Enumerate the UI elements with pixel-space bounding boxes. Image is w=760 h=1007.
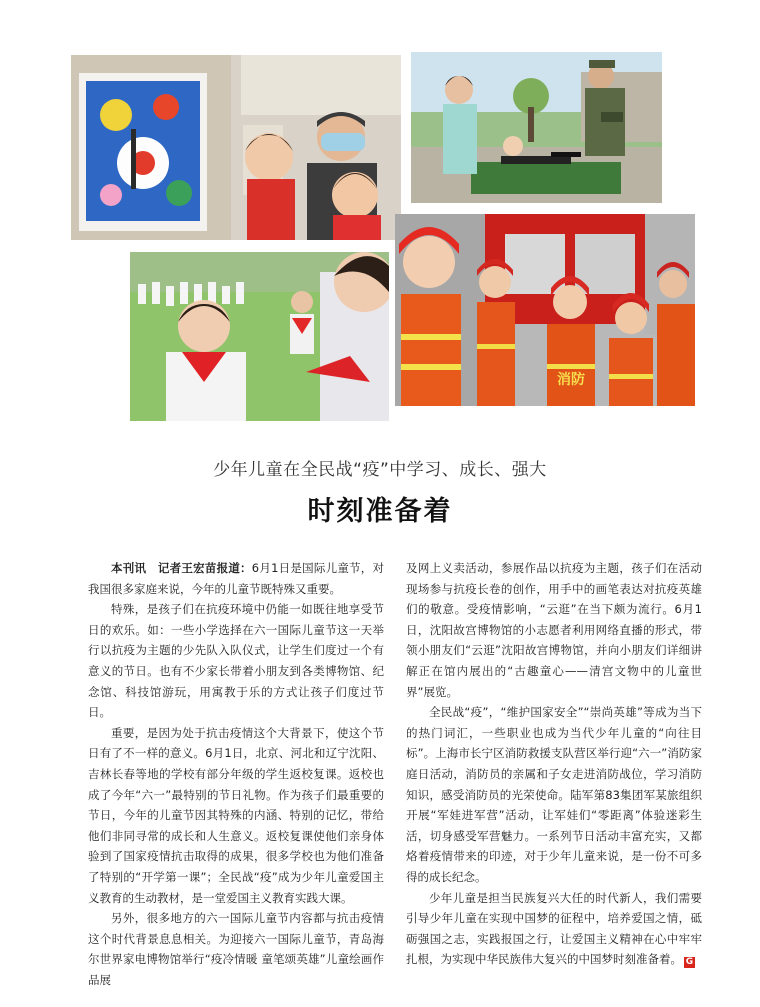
end-mark-icon: G (685, 957, 694, 968)
article-paragraph: 另外，很多地方的六一国际儿童节内容都与抗击疫情这个时代背景息息相关。为迎接六一国际儿童节，青岛海尔世界家电博物馆举行“疫冷情暖 童笔颂英雄”儿童绘画作品展 (88, 911, 384, 987)
article-paragraph: 全民战“疫”，“维护国家安全”“崇尚英雄”等成为当下的热门词汇，一些职业也成为当代少年儿童的“向往目标”。上海市长宁区消防救援支队营区举行迎“六一”消防家庭日活动，消防员的亲属和子女走进消防战位，学习消防知识，感受消防员的光荣使命。陆军第83集团军某旅组织开展“军娃进军营”活动，让军娃们“零距离”体验迷彩生活，切身感受军营魅力。一系列节日活动丰富充实，又都烙着疫情带来的印迹，对于少年儿童来说，是一份不可多得的成长纪念。 (406, 705, 702, 884)
article-title: 时刻准备着 (307, 496, 453, 527)
lead-label: 本刊讯 (111, 561, 147, 575)
article-column-left (88, 558, 384, 990)
photo-military-camp (411, 52, 662, 203)
article-subtitle: 少年儿童在全民战“疫”中学习、成长、强大 (213, 460, 547, 480)
photo-firefighter-kids (395, 214, 695, 406)
paragraph-text: 少年儿童是担当民族复兴大任的时代新人，我们需要引导少年儿童在实现中国梦的征程中，培养爱国之情，砥砺强国之志，实践报国之行，让爱国主义精神在心中牢牢扎根，为实现中华民族伟大复兴的中国梦时刻准备着。 (406, 890, 702, 967)
firefighter-vest-text: 消防 (557, 372, 585, 388)
reporter-label: 记者王宏苗报道： (157, 561, 252, 575)
article-paragraph (88, 558, 384, 599)
article-paragraph: 及网上义卖活动，参展作品以抗疫为主题，孩子们在活动现场参与抗疫长卷的创作，用手中的画笔表达对抗疫英雄们的敬意。受疫情影响，“云逛”在当下颇为流行。6月1日，沈阳故宫博物馆的小志愿者利用网络直播的形式，带领小朋友们“云逛”沈阳故宫博物馆，并向小朋友们详细讲解正在馆内展出的“古趣童心——清宫文物中的儿童世界”展览。 (406, 561, 702, 699)
article-column-right (406, 558, 702, 970)
photo-young-pioneers (130, 252, 389, 421)
photo-museum-painting (71, 55, 401, 240)
article-paragraph: 特殊，是孩子们在抗疫环境中仍能一如既往地享受节日的欢乐。如：一些小学选择在六一国际儿童节这一天举行以抗疫为主题的少先队入队仪式，让学生们度过一个有意义的节日。也有不少家长带着小朋友到各类博物馆、纪念馆、科技馆游玩，用寓教于乐的方式让孩子们度过节日。 (88, 602, 384, 720)
article-paragraph (406, 888, 702, 970)
paragraph-text: 6月1日是国际儿童节，对我国很多家庭来说，今年的儿童节既特殊又重要。 (88, 561, 385, 596)
article-paragraph: 重要，是因为处于抗击疫情这个大背景下，使这个节日有了不一样的意义。6月1日，北京、河北和辽宁沈阳、吉林长春等地的学校有部分年级的学生返校复课。返校也成了今年“六一”最特别的节日礼物。作为孩子们最重要的节日，今年的儿童节因其特殊的内涵、特别的记忆，带给他们非同寻常的成长和人生意义。返校复课使他们亲身体验到了国家疫情抗击取得的成果，很多学校也为他们准备了特别的“开学第一课”；全民战“疫”成为少年儿童爱国主义教育的生动教材，是一堂爱国主义教育实践大课。 (88, 725, 384, 905)
